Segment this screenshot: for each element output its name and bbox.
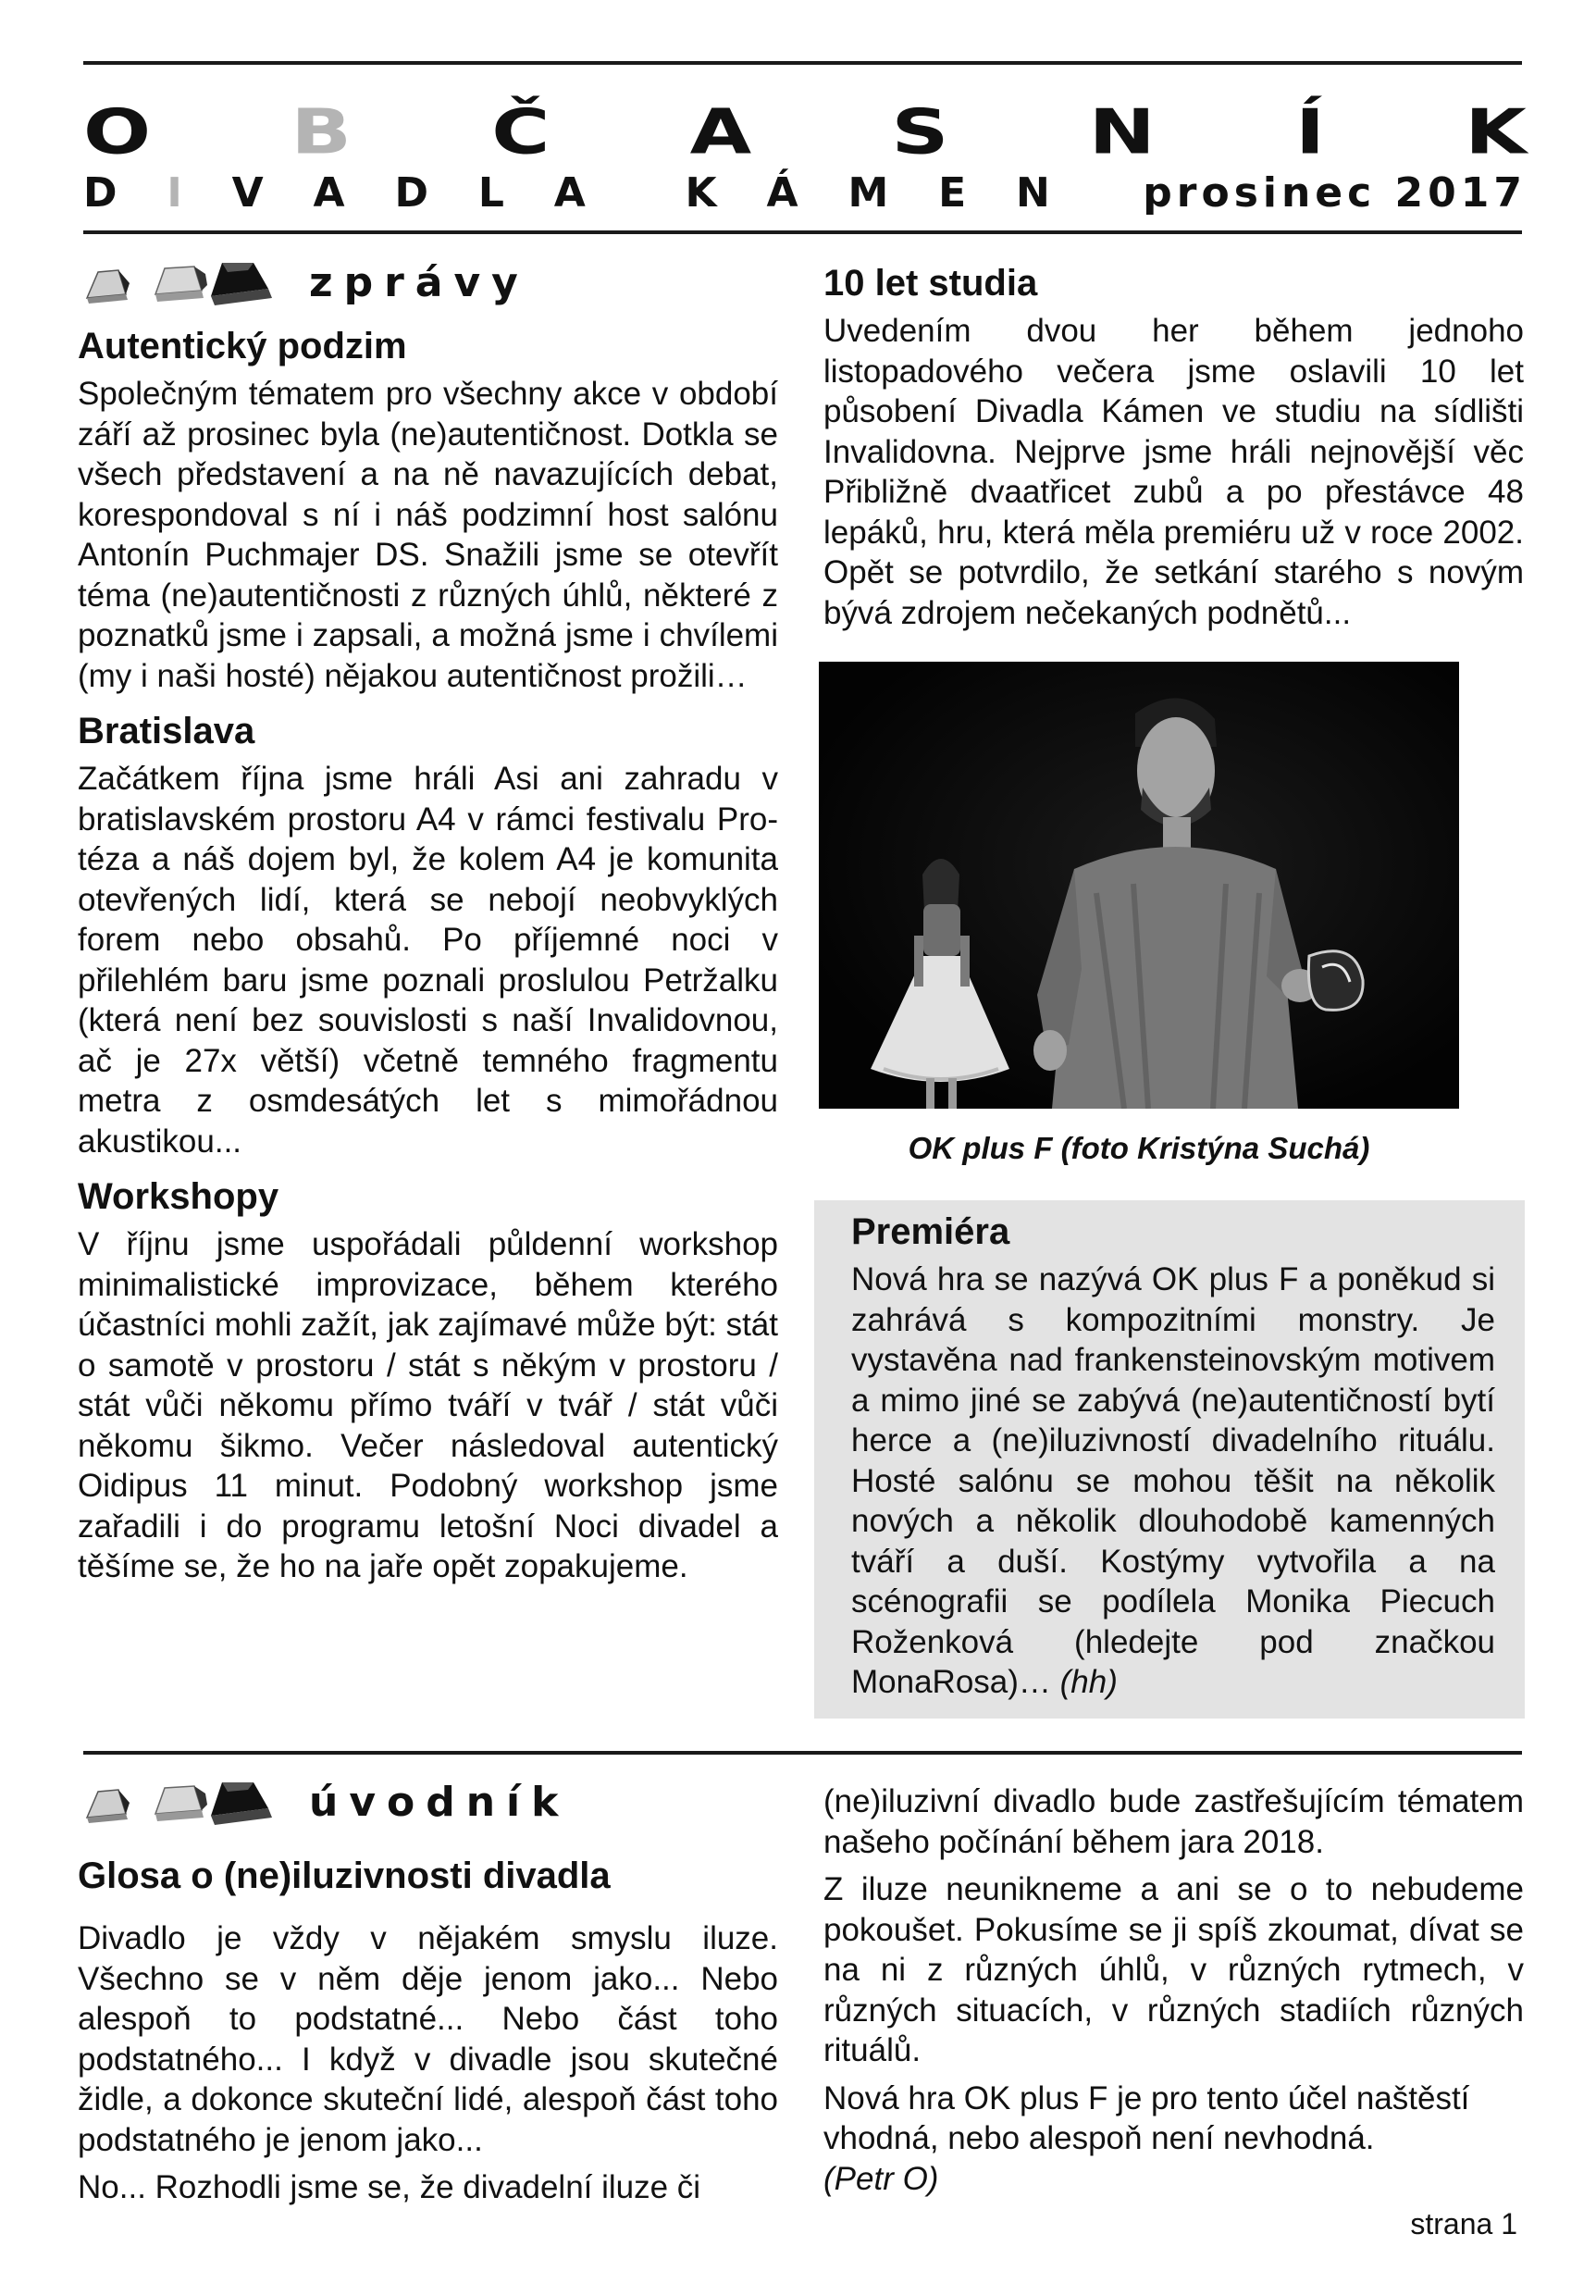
article-text: Společným tématem pro všechny akce v období září až prosinec byla (ne)autentičnost. Dotkla se všech představení a na ně navazujících debat, korespondoval s ní i náš podzimní host salónu Antonín Puchmajer DS. Snažili jsme se otevřít téma (ne)autentičnosti z různých úhlů, některé z poznatků jsme i zapsali, a možná jsme i chvílemi (my i naši hosté) nějakou autentičnost prožili… [78, 376, 778, 694]
subtitle-letter: I [167, 168, 182, 217]
article-title: Autentický podzim [78, 326, 407, 366]
article-title: Bratislava [78, 711, 255, 751]
article-title: 10 let studia [823, 263, 1038, 304]
editorial-paragraph: Divadlo je vždy v nějakém smyslu iluze. Všechno se v něm děje jenom jako... Nebo alespoň to podstatné... Nebo část toho podstatného... I když v divadle jsou skutečné židle, a dokonce skuteční lidé, alespoň část toho podstatného je jenom jako... [78, 1920, 778, 2158]
premiere-text [851, 1260, 1495, 1703]
title-letter: O [83, 96, 152, 168]
masthead-bottom-rule [83, 230, 1522, 234]
premiere-signature: (hh) [1059, 1664, 1118, 1700]
performance-photo [819, 662, 1459, 1109]
subtitle-letter: N [1016, 168, 1050, 217]
subtitle-letter: A [313, 168, 345, 217]
top-rule [83, 61, 1522, 65]
editorial-section-header [83, 1777, 569, 1827]
editorial-paragraph: Nová hra OK plus F je pro tento účel naštěstí vhodná, nebo alespoň není nevhodná. [823, 2079, 1470, 2156]
news-section-label: zprávy [309, 258, 529, 306]
editorial-paragraph: No... Rozhodli jsme se, že divadelní iluze či [78, 2169, 701, 2205]
stones-logo-icon [83, 1777, 278, 1827]
subtitle-letter: M [847, 168, 889, 217]
title-letter: Č [491, 96, 551, 168]
title-letter: Í [1294, 96, 1325, 168]
article-text: Uvedením dvou her během jednoho listopadového večera jsme oslavili 10 let působení Divadla Kámen ve studiu na sídlišti Invalidovna. Nejprve jsme hráli nejnovější věc Přibližně dvaatřicet zubů a po přestávce 48 lepáků, hru, která měla premiéru už v roce 2002. Opět se potvrdilo, že setkání starého s novým bývá zdrojem nečekaných podnětů... [823, 313, 1524, 631]
actors-photo-icon [819, 662, 1459, 1109]
premiere-box [814, 1200, 1525, 1719]
article-text: Začátkem října jsme hráli Asi ani zahradu v bratislavském prostoru A4 v rámci festivalu Pro-téza a náš dojem byl, že kolem A4 je komunita otevřených lidí, která se nebojí neobvyklých forem nebo obsahů. Po příjemné noci v přilehlém baru jsme poznali proslulou Petržalku (která není bez souvislosti s naší Invalidovnou, ač je 27x větší) včetně temného fragmentu metra z osmdesátých let s mimořádnou akustikou... [78, 761, 778, 1160]
editorial-paragraph: (ne)iluzivní divadlo bude zastřešujícím tématem našeho počínání během jara 2018. [823, 1783, 1524, 1860]
masthead-title [83, 93, 1527, 172]
editorial-right-column [823, 1781, 1524, 2199]
editorial-signature: (Petr O) [823, 2160, 939, 2197]
subtitle-letter: D [394, 168, 428, 217]
subtitle-letter: D [83, 168, 118, 217]
masthead-subtitle [83, 169, 1527, 217]
subtitle-letter: V [231, 168, 264, 217]
photo-caption: OK plus F (foto Kristýna Suchá) [908, 1131, 1370, 1165]
news-right-column [823, 261, 1524, 633]
title-letter: S [891, 96, 949, 168]
issue-date: prosinec 2017 [1143, 169, 1527, 217]
stones-logo-icon [83, 257, 278, 307]
article-title: Workshopy [78, 1176, 279, 1217]
title-letter: B [291, 96, 352, 168]
editorial-paragraph: Z iluze neunikneme a ani se o to nebudeme pokoušet. Pokusíme se ji spíš zkoumat, dívat se na ni z různých úhlů, v různých rytmech, v různých situacích, v různých stadiích různých rituálů. [823, 1871, 1524, 2068]
page-number: strana 1 [1410, 2207, 1517, 2240]
subtitle-letter: E [938, 168, 967, 217]
title-letter: A [689, 96, 752, 168]
news-section-header [83, 257, 529, 307]
editorial-left-column [78, 1854, 778, 2208]
editorial-title: Glosa o (ne)iluzivnosti divadla [78, 1855, 611, 1896]
news-left-column [78, 324, 778, 1587]
title-letter: N [1088, 96, 1156, 168]
premiere-title: Premiéra [851, 1211, 1010, 1252]
subtitle-letter: K [685, 168, 717, 217]
article-text: V říjnu jsme uspořádali půldenní workshop minimalistické improvizace, během kterého účastníci mohli zažít, jak zajímavé může být: stát o samotě v prostoru / stát s někým v prostoru / stát vůči někomu přímo tváří v tvář / stát vůči někomu šikmo. Večer následoval autentický Oidipus 11 minut. Podobný workshop jsme zařadili i do programu letošní Noci divadel a těšíme se, že ho na jaře opět zopakujeme. [78, 1226, 778, 1584]
premiere-body: Nová hra se nazývá OK plus F a poněkud si zahrává s kompozitními monstry. Je vystavěna nad frankensteinovským motivem a mimo jiné se zabývá (ne)autentičností bytí herce a (ne)iluzivností divadelního rituálu. Hosté salónu se mohou těšit na několik nových a několik dlouhodobě kamenných tváří a duší. Kostýmy vytvořila a na scénografii se podílela Monika Piecuch Roženková (hledejte pod značkou MonaRosa)… [851, 1261, 1495, 1700]
section-divider [83, 1751, 1522, 1755]
title-letter: K [1465, 96, 1527, 168]
subtitle-letter: L [477, 168, 504, 217]
subtitle-letter: Á [766, 168, 798, 217]
subtitle-letter: A [553, 168, 586, 217]
editorial-section-label: úvodník [309, 1778, 570, 1826]
